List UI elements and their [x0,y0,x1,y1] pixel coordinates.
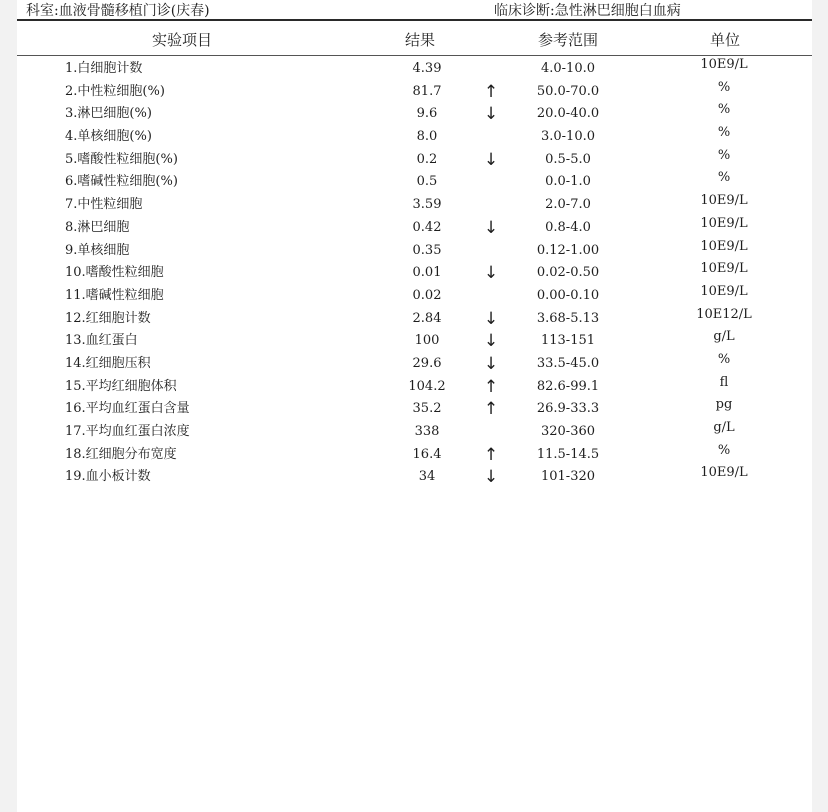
test-unit: 10E9/L [700,57,748,72]
test-unit: g/L [713,329,735,345]
reference-range: 0.8-4.0 [545,219,591,235]
test-name: 12.红细胞计数 [65,310,151,326]
test-result: 2.84 [412,310,442,326]
reference-range: 4.0-10.0 [540,61,596,76]
abnormal-flag: ↓ [483,331,499,352]
test-result: 16.4 [412,446,442,462]
reference-range: 33.5-45.0 [536,355,600,371]
table-row [17,217,812,240]
table-row [17,466,812,489]
test-result: 0.01 [412,265,442,281]
test-name: 10.嗜酸性粒细胞 [65,265,164,281]
reference-range: 101-320 [540,469,596,485]
table-row [17,444,812,467]
test-name: 19.血小板计数 [65,469,151,485]
abnormal-flag: ↑ [483,376,499,397]
test-result: 35.2 [412,401,442,417]
test-result: 8.0 [416,129,438,145]
abnormal-flag: ↑ [483,81,499,102]
reference-range: 0.0-1.0 [545,174,591,190]
test-name: 16.平均血红蛋白含量 [65,401,190,417]
table-row [17,262,812,285]
table-row [17,58,812,81]
abnormal-flag: ↑ [483,399,499,420]
test-result: 100 [414,333,440,349]
test-name: 17.平均血红蛋白浓度 [65,424,190,439]
test-unit: 10E9/L [700,283,748,299]
abnormal-flag: ↓ [483,217,499,238]
test-result: 3.59 [412,197,442,213]
abnormal-flag: ↓ [483,353,499,374]
test-name: 15.平均红细胞体积 [65,378,177,394]
reference-range: 82.6-99.1 [536,378,600,394]
reference-range: 0.12-1.00 [536,242,600,258]
test-unit: % [717,79,731,95]
table-row [17,421,812,444]
reference-range: 320-360 [540,424,596,439]
table-row [17,126,812,149]
results-table [17,58,812,489]
test-result: 4.39 [412,61,442,76]
reference-range: 0.5-5.0 [545,151,591,167]
column-header-result: 结果 [404,31,436,49]
test-result: 0.35 [412,242,442,258]
test-unit: % [717,442,731,458]
table-row [17,103,812,126]
table-row [17,330,812,353]
test-result: 34 [418,469,436,485]
abnormal-flag: ↓ [483,308,499,329]
department-label: 科室:血液骨髓移植门诊(庆春) [26,3,210,19]
table-row [17,171,812,194]
test-name: 14.红细胞压积 [65,355,151,371]
test-unit: % [717,170,731,186]
column-header-range: 参考范围 [537,31,599,49]
table-row [17,398,812,421]
test-unit: % [717,147,731,163]
lab-report-page [17,0,812,812]
test-name: 11.嗜碱性粒细胞 [65,287,164,303]
reference-range: 20.0-40.0 [536,106,600,122]
abnormal-flag: ↓ [483,467,499,488]
table-row [17,308,812,331]
table-row [17,285,812,308]
test-unit: 10E12/L [696,306,752,322]
column-header-unit: 单位 [709,31,741,49]
test-unit: 10E9/L [700,238,748,254]
table-row [17,240,812,263]
test-name: 18.红细胞分布宽度 [65,446,177,462]
reference-range: 0.02-0.50 [536,265,600,281]
test-name: 7.中性粒细胞 [65,197,143,213]
test-name: 8.淋巴细胞 [65,219,130,235]
test-name: 1.白细胞计数 [65,61,143,76]
abnormal-flag: ↓ [483,104,499,125]
test-unit: 10E9/L [700,465,748,481]
abnormal-flag: ↓ [483,263,499,284]
test-name: 6.嗜碱性粒细胞(%) [65,174,178,190]
reference-range: 26.9-33.3 [536,401,600,417]
test-unit: 10E9/L [700,193,748,209]
test-result: 0.2 [416,151,438,167]
test-unit: 10E9/L [700,261,748,277]
test-result: 9.6 [416,106,438,122]
table-row [17,194,812,217]
test-result: 0.5 [416,174,438,190]
reference-range: 113-151 [540,333,596,349]
test-unit: pg [715,397,733,413]
test-unit: 10E9/L [700,215,748,231]
column-header-item: 实验项目 [151,31,213,49]
table-row [17,353,812,376]
reference-range: 50.0-70.0 [536,83,600,99]
test-result: 104.2 [408,378,446,394]
abnormal-flag: ↑ [483,444,499,465]
reference-range: 2.0-7.0 [545,197,591,213]
test-result: 81.7 [412,83,442,99]
table-row [17,376,812,399]
reference-range: 3.0-10.0 [540,129,596,145]
reference-range: 11.5-14.5 [536,446,600,462]
test-name: 2.中性粒细胞(%) [65,83,165,99]
abnormal-flag: ↓ [483,149,499,170]
test-name: 4.单核细胞(%) [65,129,152,145]
test-unit: % [717,351,731,367]
table-row [17,149,812,172]
table-row [17,81,812,104]
test-result: 338 [414,424,440,439]
reference-range: 3.68-5.13 [536,310,600,326]
test-unit: % [717,102,731,118]
test-unit: g/L [713,420,735,435]
test-unit: % [717,125,731,141]
test-name: 3.淋巴细胞(%) [65,106,152,122]
test-result: 0.42 [412,219,442,235]
header-divider [17,55,812,56]
test-name: 9.单核细胞 [65,242,130,258]
test-result: 0.02 [412,287,442,303]
top-divider [17,19,812,21]
diagnosis-label: 临床诊断:急性淋巴细胞白血病 [494,3,681,19]
test-result: 29.6 [412,355,442,371]
test-name: 13.血红蛋白 [65,333,138,349]
test-name: 5.嗜酸性粒细胞(%) [65,151,178,167]
test-unit: fl [719,374,729,390]
reference-range: 0.00-0.10 [536,287,600,303]
